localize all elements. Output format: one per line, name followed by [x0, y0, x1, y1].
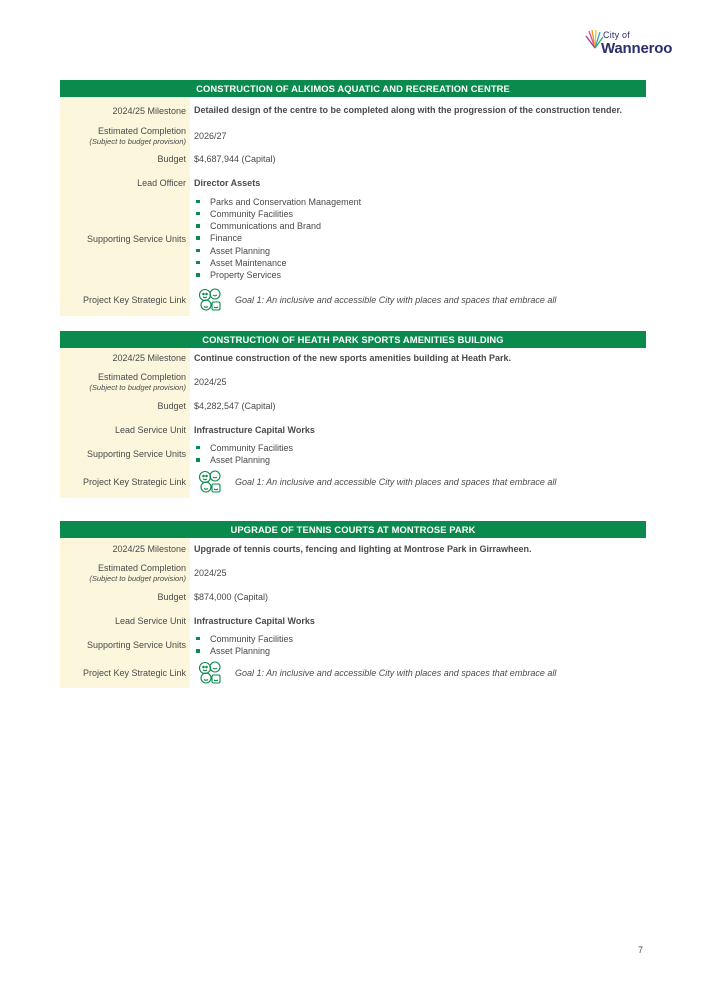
completion-row — [60, 124, 646, 147]
units-list — [194, 442, 646, 466]
budget-row — [60, 586, 646, 608]
milestone-label: 2024/25 Milestone — [60, 348, 190, 368]
strategic-link-label: Project Key Strategic Link — [60, 466, 190, 498]
logo-city-text: City of — [603, 30, 630, 40]
completion-label-text: Estimated Completion — [97, 371, 186, 382]
budget-row — [60, 395, 646, 417]
milestone-row — [60, 348, 646, 368]
goal-text: Goal 1: An inclusive and accessible City with places and spaces that embrace all — [235, 477, 557, 487]
strategic-link-row — [60, 466, 646, 498]
list-item: Property Services — [194, 269, 646, 281]
page-number: 7 — [638, 945, 644, 955]
budget-row — [60, 147, 646, 171]
completion-label-sub: (Subject to budget provision) — [89, 573, 186, 583]
units-label: Supporting Service Units — [60, 442, 190, 466]
budget-value: $4,687,944 (Capital) — [194, 154, 276, 164]
budget-value: $874,000 (Capital) — [194, 592, 269, 602]
milestone-label: 2024/25 Milestone — [60, 97, 190, 124]
project-table-heath-park — [60, 331, 646, 498]
project-table-alkimos — [60, 80, 646, 316]
project-table-montrose-park — [60, 521, 646, 688]
milestone-value: Upgrade of tennis courts, fencing and lighting at Montrose Park in Girrawheen. — [194, 543, 532, 554]
units-list — [194, 633, 646, 657]
list-item: Parks and Conservation Management — [194, 196, 646, 208]
list-item: Asset Planning — [194, 245, 646, 257]
strategic-link-row — [60, 657, 646, 688]
lead-label: Lead Service Unit — [60, 417, 190, 442]
units-row — [60, 442, 646, 466]
units-value — [190, 194, 646, 283]
budget-value: $4,282,547 (Capital) — [194, 401, 276, 411]
goal-text: Goal 1: An inclusive and accessible City with places and spaces that embrace all — [235, 294, 557, 305]
units-list — [194, 196, 646, 281]
completion-label-sub: (Subject to budget provision) — [89, 382, 186, 392]
completion-label — [60, 124, 190, 147]
strategic-link-value — [190, 657, 646, 688]
lead-row — [60, 608, 646, 633]
completion-label — [60, 559, 190, 586]
milestone-value: Continue construction of the new sports amenities building at Heath Park. — [194, 353, 512, 363]
strategic-link-row — [60, 283, 646, 316]
completion-label — [60, 368, 190, 395]
units-label: Supporting Service Units — [60, 194, 190, 283]
logo-wanneroo-text: Wanneroo — [601, 40, 673, 57]
project-title: CONSTRUCTION OF ALKIMOS AQUATIC AND RECREATION CENTRE — [60, 80, 646, 97]
completion-value: 2024/25 — [194, 567, 227, 578]
units-value — [190, 442, 646, 466]
list-item: Asset Maintenance — [194, 257, 646, 269]
strategic-link-label: Project Key Strategic Link — [60, 657, 190, 688]
community-goal-icon — [197, 469, 223, 495]
list-item: Community Facilities — [194, 442, 646, 454]
milestone-row — [60, 97, 646, 124]
list-item: Finance — [194, 232, 646, 244]
budget-label: Budget — [60, 586, 190, 608]
project-title: UPGRADE OF TENNIS COURTS AT MONTROSE PARK — [60, 521, 646, 538]
units-row — [60, 194, 646, 283]
lead-label: Lead Officer — [60, 171, 190, 194]
strategic-link-label: Project Key Strategic Link — [60, 283, 190, 316]
milestone-value: Detailed design of the centre to be completed along with the progression of the construction tender. — [194, 104, 623, 115]
completion-row — [60, 368, 646, 395]
completion-label-sub: (Subject to budget provision) — [89, 136, 186, 146]
completion-value: 2026/27 — [194, 130, 227, 141]
city-of-wanneroo-logo — [584, 28, 674, 62]
strategic-link-value — [190, 283, 646, 316]
goal-text: Goal 1: An inclusive and accessible City with places and spaces that embrace all — [235, 667, 557, 678]
lead-row — [60, 171, 646, 194]
list-item: Asset Planning — [194, 645, 646, 657]
units-row — [60, 633, 646, 657]
units-value — [190, 633, 646, 657]
community-goal-icon — [197, 660, 223, 686]
lead-value: Infrastructure Capital Works — [194, 424, 315, 435]
completion-value: 2024/25 — [194, 376, 227, 387]
lead-value: Director Assets — [194, 177, 261, 188]
budget-label: Budget — [60, 395, 190, 417]
lead-label: Lead Service Unit — [60, 608, 190, 633]
budget-label: Budget — [60, 147, 190, 171]
list-item: Asset Planning — [194, 454, 646, 466]
completion-label-text: Estimated Completion — [97, 562, 186, 573]
completion-row — [60, 559, 646, 586]
milestone-label: 2024/25 Milestone — [60, 538, 190, 559]
list-item: Community Facilities — [194, 208, 646, 220]
strategic-link-value — [190, 466, 646, 498]
units-label: Supporting Service Units — [60, 633, 190, 657]
project-title: CONSTRUCTION OF HEATH PARK SPORTS AMENITIES BUILDING — [60, 331, 646, 348]
community-goal-icon — [197, 287, 223, 313]
lead-value: Infrastructure Capital Works — [194, 615, 315, 626]
lead-row — [60, 417, 646, 442]
list-item: Communications and Brand — [194, 220, 646, 232]
list-item: Community Facilities — [194, 633, 646, 645]
completion-label-text: Estimated Completion — [97, 125, 186, 136]
milestone-row — [60, 538, 646, 559]
